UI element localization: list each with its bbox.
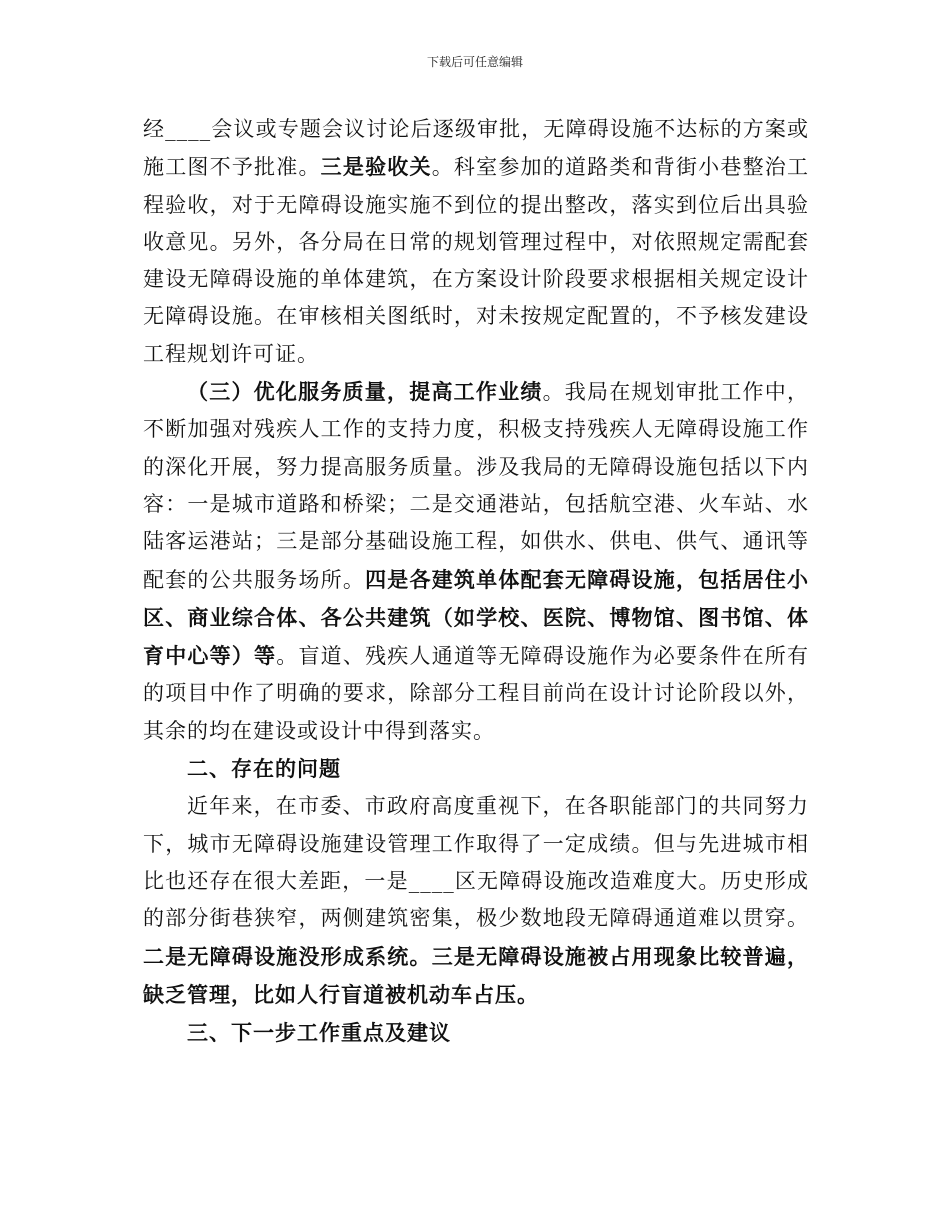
paragraph-service-quality: [143, 373, 809, 750]
bold-run: （三）优化服务质量，提高工作业绩: [187, 379, 543, 405]
text-run: 。我局在规划审批工作中，不断加强对残疾人工作的支持力度，积极支持残疾人无障碍设施工作的深化开展，努力提高服务质量。涉及我局的无障碍设施包括以下内容：一是城市道路和桥梁；二是交通港站，包括航空港、火车站、水陆客运港站；三是部分基础设施工程，如供水、供电、供气、通讯等配套的公共服务场所。: [143, 380, 810, 592]
section-heading-next-steps: [143, 1014, 809, 1052]
bold-run: 四是各建筑单体配套无障碍设施，包括居住小区、商业综合体、各公共建筑（如学校、医院、博物馆、图书馆、体育中心等）等: [143, 566, 810, 669]
bold-run: 三是验收关: [320, 154, 432, 180]
text-run: 。盲道、残疾人通道等无障碍设施作为必要条件在所有的项目中作了明确的要求，除部分工程目前尚在设计讨论阶段以外，其余的均在建设或设计中得到落实。: [143, 644, 810, 743]
bold-run: 三、下一步工作重点及建议: [187, 1020, 451, 1046]
text-run: 。科室参加的道路类和背街小巷整治工程验收，对于无障碍设施实施不到位的提出整改，落实到位后出具验收意见。另外，各分局在日常的规划管理过程中，对依照规定需配套建设无障碍设施的单体建筑，在方案设计阶段要求根据相关规定设计无障碍设施。在审核相关图纸时，对未按规定配置的，不予核发建设工程规划许可证。: [143, 155, 810, 366]
paragraph-problems: [143, 788, 809, 1014]
text-run: 近年来，在市委、市政府高度重视下，在各职能部门的共同努力下，城市无障碍设施建设管理工作取得了一定成绩。但与先进城市相比也还存在很大差距，一是____区无障碍设施改造难度大。历史形成的部分街巷狭窄，两侧建筑密集，极少数地段无障碍通道难以贯穿。: [143, 794, 809, 931]
bold-run: 二、存在的问题: [187, 756, 341, 782]
document-body: [143, 111, 809, 1052]
page-header: 下载后可任意编辑: [426, 55, 523, 69]
paragraph-acceptance: [143, 111, 809, 373]
text-run: 经____会议或专题会议讨论后逐级审批，无障碍设施不达标的方案或施工图不予批准。: [143, 117, 809, 180]
bold-run: 二是无障碍设施没形成系统。三是无障碍设施被占用现象比较普遍，缺乏管理，比如人行盲道被机动车占压。: [143, 943, 809, 1007]
section-heading-problems: [143, 750, 809, 788]
